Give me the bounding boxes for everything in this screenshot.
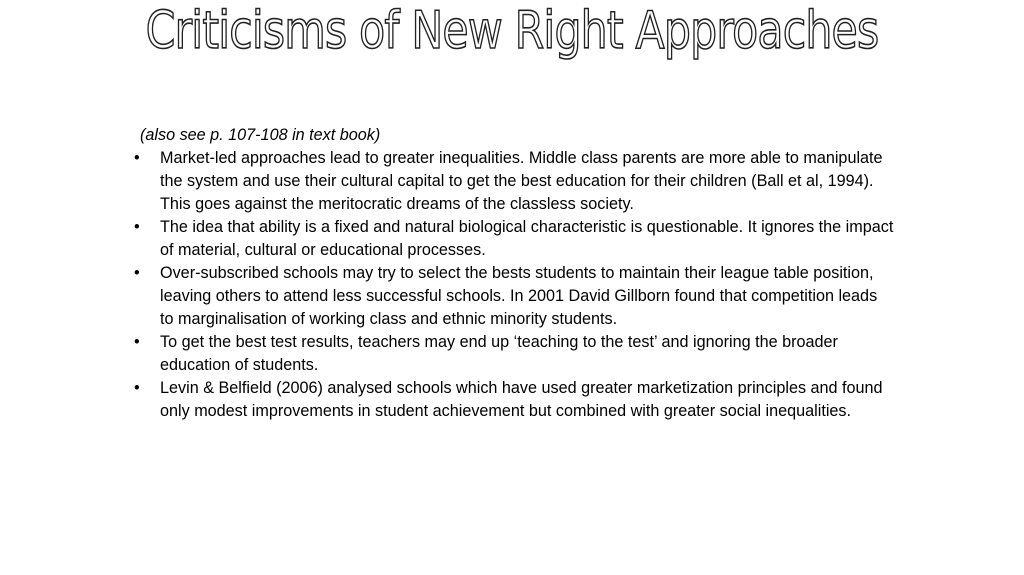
- bullet-item: [134, 216, 894, 262]
- bullet-icon: •: [134, 333, 140, 351]
- bullet-icon: •: [134, 379, 140, 397]
- bullet-icon: •: [134, 218, 140, 236]
- bullet-item: [134, 262, 894, 331]
- bullet-item: [134, 377, 894, 423]
- bullet-item: [134, 331, 894, 377]
- bullet-item: [134, 147, 894, 216]
- bullet-icon: •: [134, 149, 140, 167]
- bullet-text: Over-subscribed schools may try to select the bests students to maintain their league table position, leaving others to attend less successful schools. In 2001 David Gillborn found that competition leads to marginalisation of working class and ethnic minority students.: [160, 264, 878, 328]
- bullet-text: The idea that ability is a fixed and natural biological characteristic is questionable. It ignores the impact of material, cultural or educational processes.: [160, 218, 894, 259]
- slide-title: Criticisms of New Right Approaches: [145, 1, 879, 61]
- bullet-list: [134, 147, 894, 423]
- textbook-note: (also see p. 107-108 in text book): [140, 126, 381, 144]
- bullet-text: To get the best test results, teachers may end up ‘teaching to the test’ and ignoring the broader education of students.: [160, 333, 838, 374]
- bullet-text: Levin & Belfield (2006) analysed schools which have used greater marketization principles and found only modest improvements in student achievement but combined with greater social inequalities.: [160, 379, 883, 420]
- slide-content: [134, 124, 894, 423]
- bullet-text: Market-led approaches lead to greater inequalities. Middle class parents are more able to manipulate the system and use their cultural capital to get the best education for their children (Ball et al, 1994). This goes against the meritocratic dreams of the classless society.: [160, 149, 883, 213]
- bullet-icon: •: [134, 264, 140, 282]
